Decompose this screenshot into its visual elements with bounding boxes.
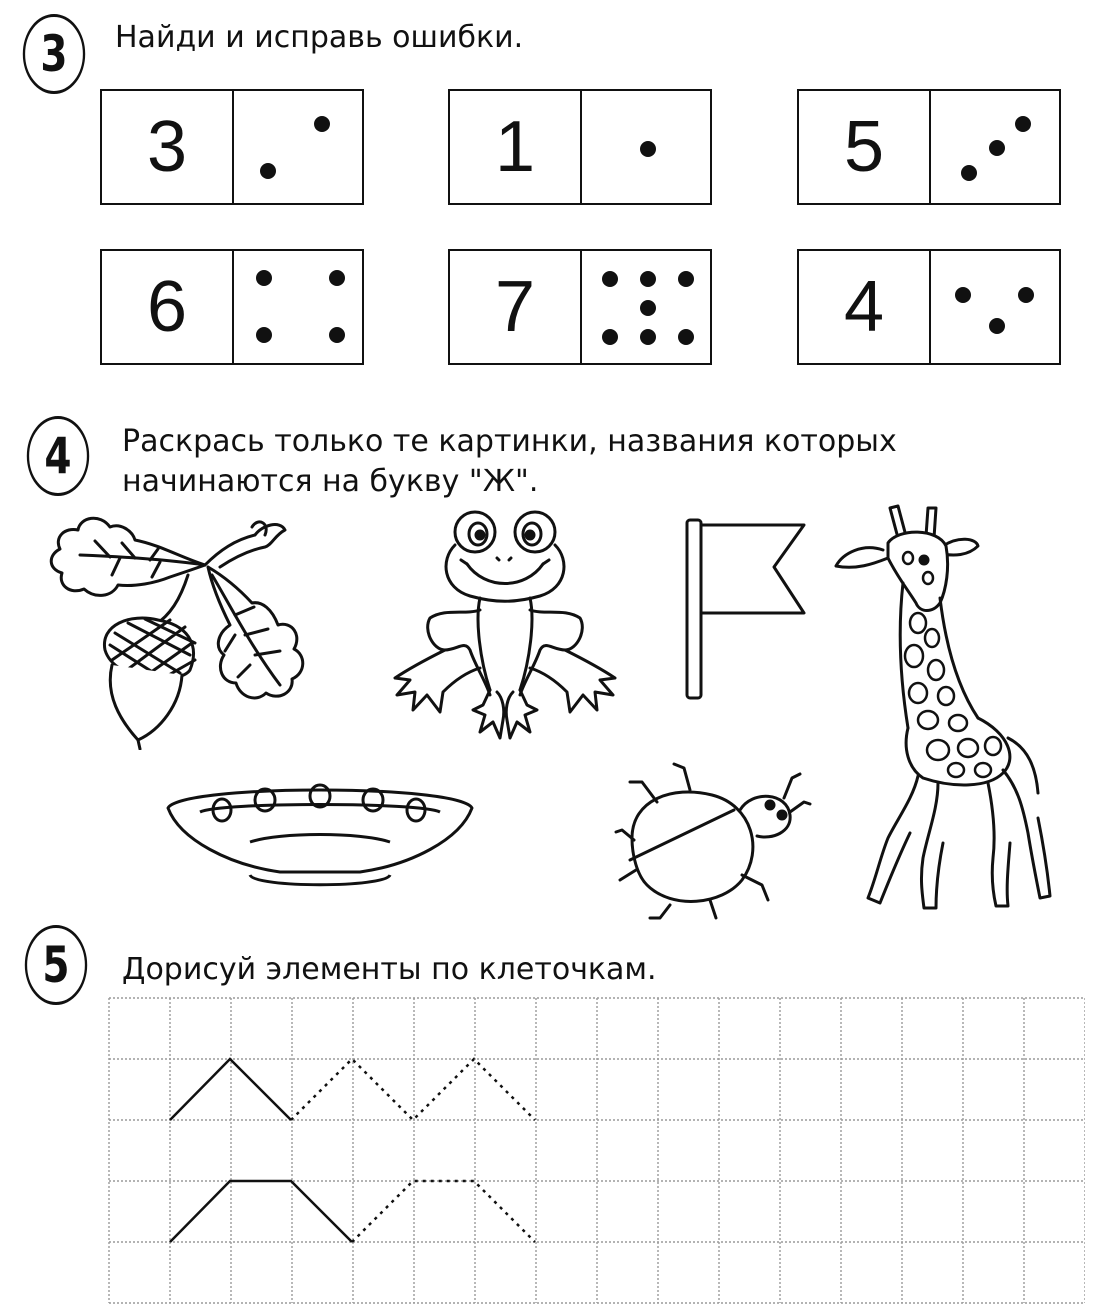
task-4-instruction-line2: начинаются на букву "Ж". [122,464,539,499]
domino-number: 3 [102,91,234,203]
task-4-number: 4 [27,416,89,496]
giraffe-picture[interactable] [828,498,1058,918]
domino-dots [234,91,364,203]
task-5-instruction: Дорисуй элементы по клеточкам. [122,952,657,987]
domino-number: 4 [799,251,931,363]
sample-trapezoid-2 [170,1181,352,1242]
domino-number: 5 [799,91,931,203]
dotted-trapezoid-2 [352,1181,535,1242]
beetle-picture[interactable] [612,760,812,920]
domino-card [797,89,1061,205]
domino-dots [931,251,1061,363]
domino-number: 1 [450,91,582,203]
domino-card [448,89,712,205]
domino-dots [931,91,1061,203]
domino-dots [582,251,712,363]
acorn-oak-branch-picture[interactable] [40,505,310,750]
domino-card [448,249,712,365]
task-3-instruction: Найди и исправь ошибки. [115,20,524,55]
domino-card [797,249,1061,365]
domino-card [100,89,364,205]
drawing-grid[interactable] [105,995,1085,1310]
domino-card [100,249,364,365]
domino-dots [582,91,712,203]
task-4-instruction-line1: Раскрась только те картинки, названия которых [122,424,897,459]
flag-picture[interactable] [682,517,812,702]
dotted-zigzag-1 [291,1059,535,1120]
domino-dots [234,251,364,363]
frog-picture[interactable] [385,500,625,750]
domino-number: 6 [102,251,234,363]
task-3-number: 3 [23,14,85,94]
plate-picture[interactable] [160,780,480,895]
domino-number: 7 [450,251,582,363]
task-5-number: 5 [25,925,87,1005]
